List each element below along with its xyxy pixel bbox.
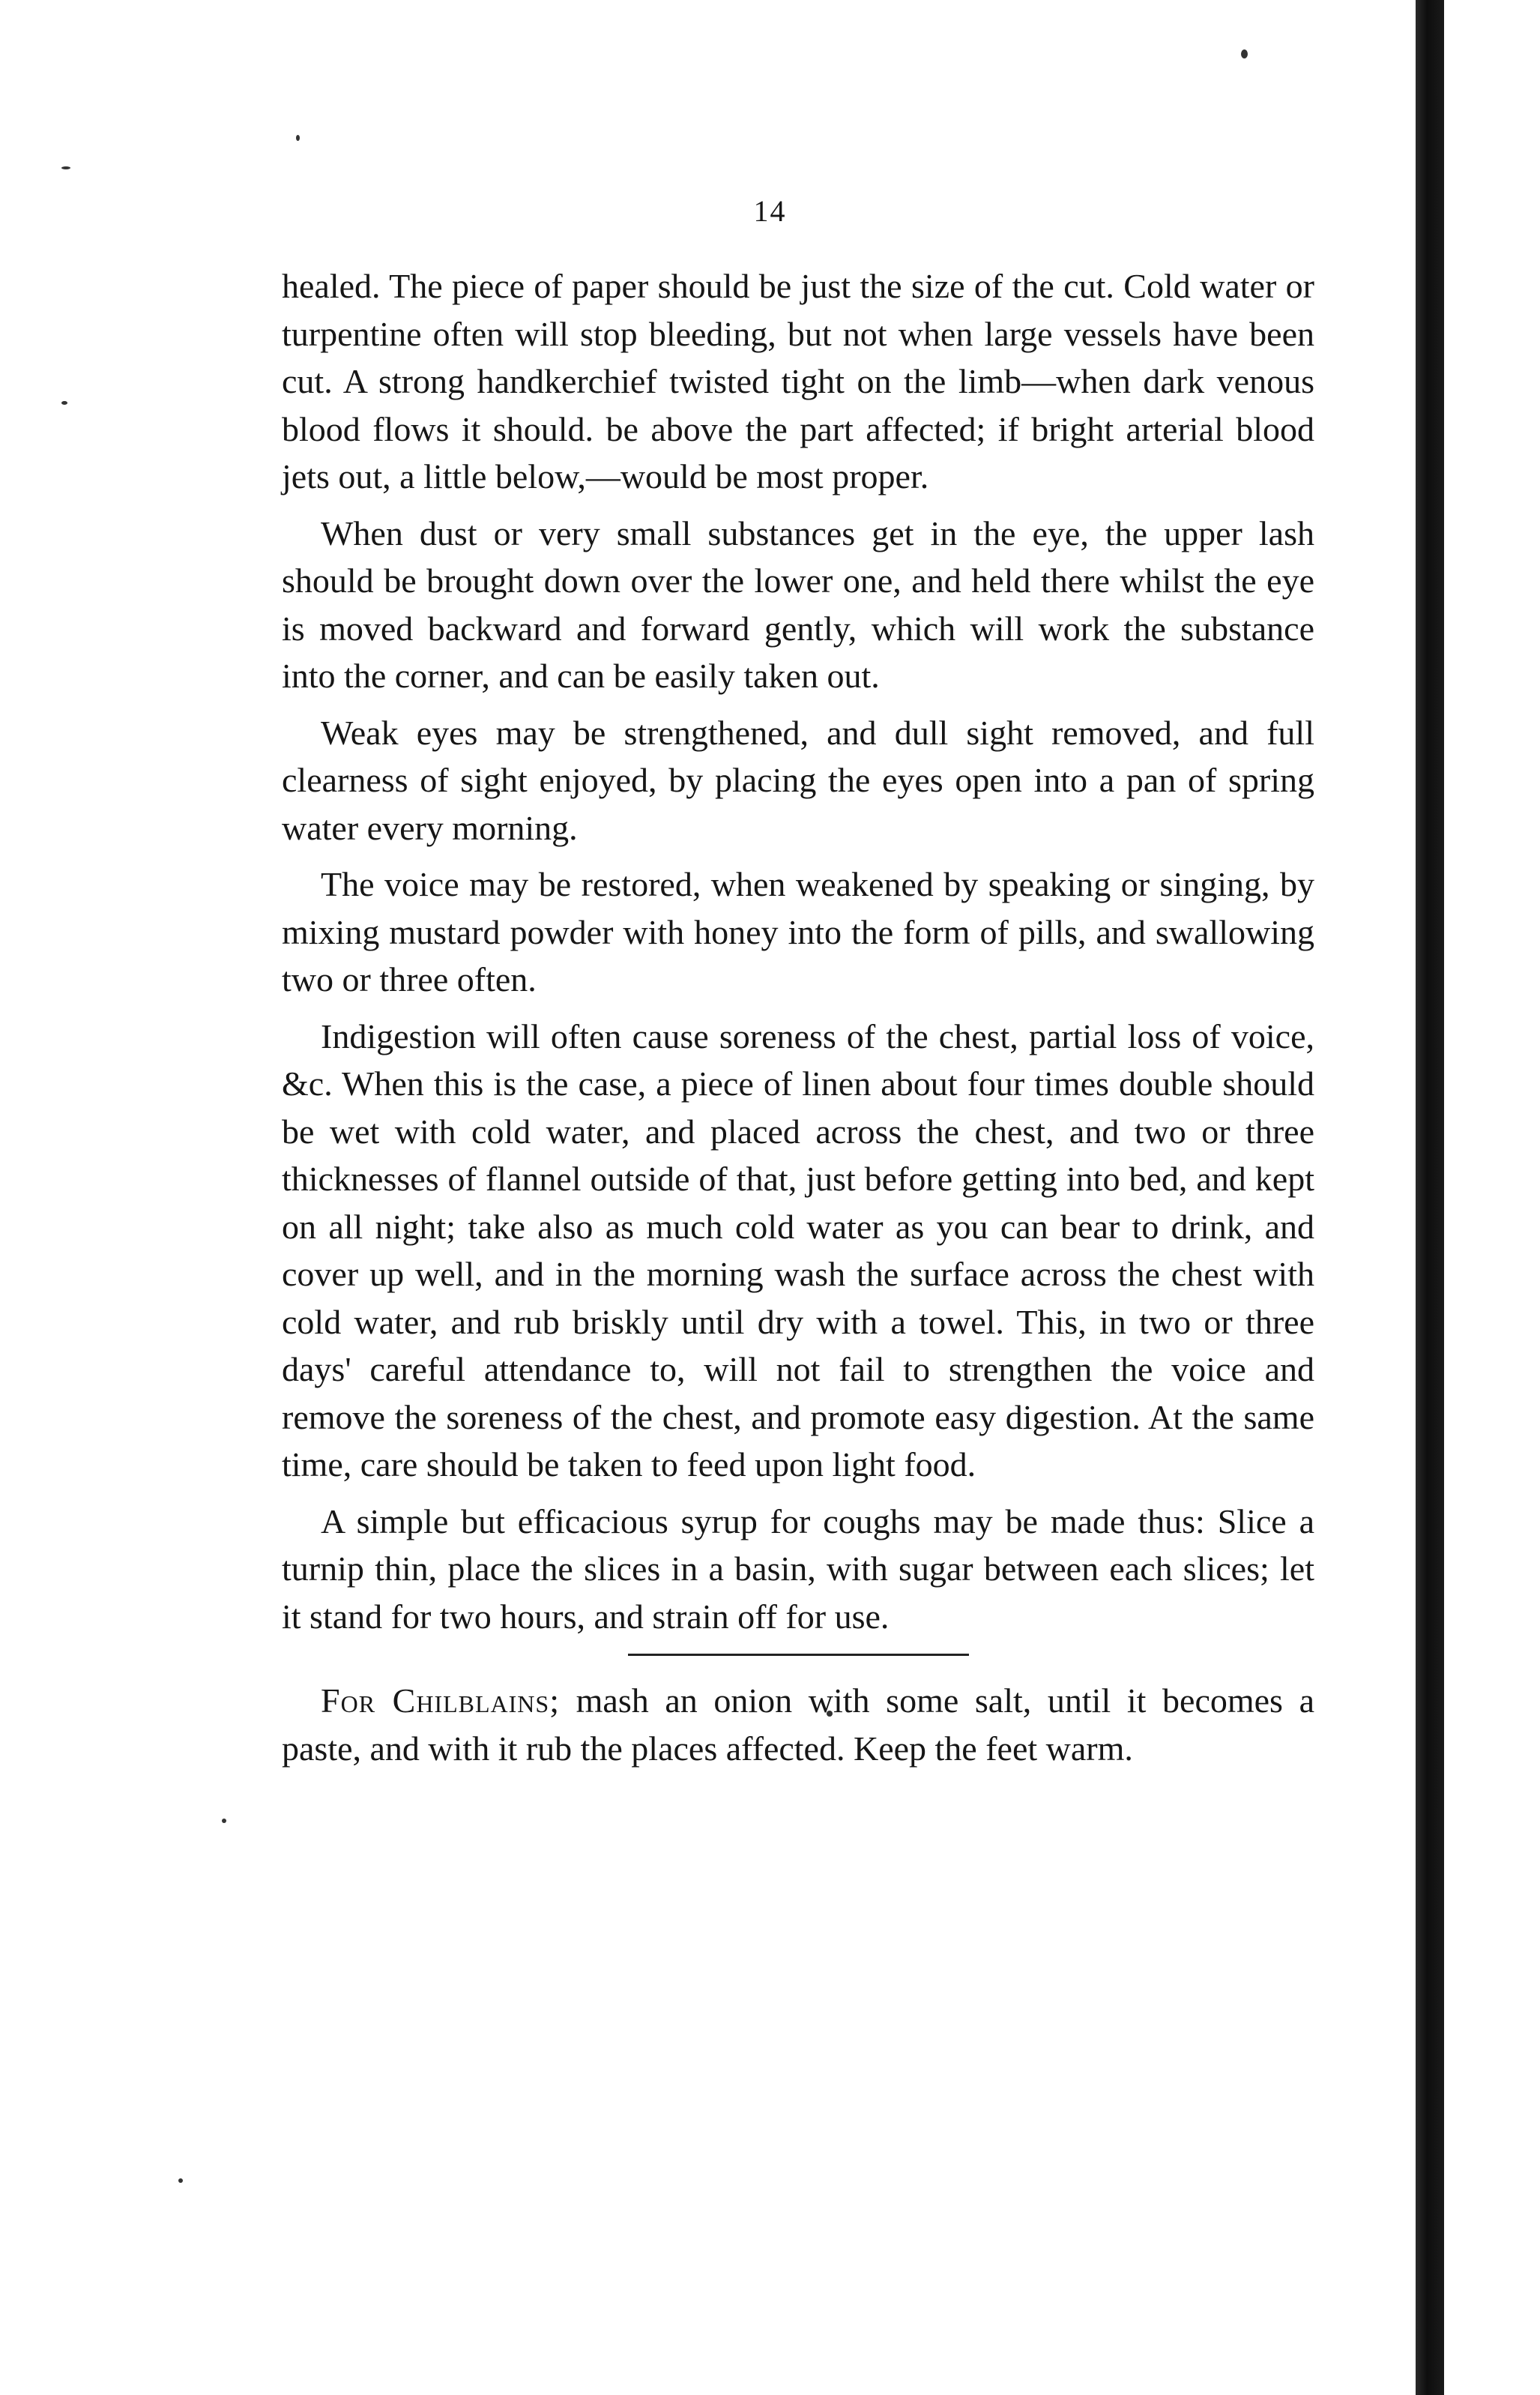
binding-edge-shadow [1416,0,1444,2395]
page-body [282,262,1314,1781]
paragraph-indigestion: Indigestion will often cause soreness of the chest, partial loss of voice, &c. When this is the case, a piece of linen about four times double should be wet with cold water, and placed across the chest, and two or three thicknesses of flannel outside of that, just before getting into bed, and kept on all night; take also as much cold water as you can bear to drink, and cover up well, and in the morning wash the surface across the chest with cold water, and rub briskly until dry with a towel. This, in two or three days' careful attendance to, will not fail to strengthen the voice and remove the soreness of the chest, and promote easy digestion. At the same time, care should be taken to feed upon light food. [282,1016,1314,1483]
scan-speck [222,1819,226,1823]
scan-speck [178,2178,183,2183]
paragraph-weak-eyes: Weak eyes may be strengthened, and dull sight removed, and full clearness of sight enjoyed, by placing the eyes open into a pan of spring water every morning. [282,713,1314,847]
scan-speck [61,401,67,405]
paragraph-eye-dust: When dust or very small substances get in the eye, the upper lash should be brought down over the lower one, and held there whilst the eye is moved backward and forward gently, which will work the substance into the corner, and can be easily taken out. [282,513,1314,695]
paragraph-cough-syrup: A simple but efficacious syrup for coughs may be made thus: Slice a turnip thin, place the slices in a basin, with sugar between each slices; let it stand for two hours, and strain off for use. [282,1501,1314,1636]
scan-speck [61,166,70,169]
chilblains-heading: For Chilblains; [321,1681,560,1720]
paragraph-chilblains [282,1677,1314,1772]
chilblains-text: mash an onion with some salt, until it becomes a paste, and with it rub the places affected. Keep the feet warm. [282,1681,1314,1768]
paragraph-bleeding: healed. The piece of paper should be just the size of the cut. Cold water or turpentine often will stop bleeding, but not when large vessels have been cut. A strong handkerchief twisted tight on the limb—when dark venous blood flows it should. be above the part affected; if bright arterial blood jets out, a little below,—would be most proper. [282,267,1314,495]
section-divider [628,1654,969,1656]
scan-speck [296,135,300,141]
scan-speck [1241,49,1248,58]
page-number: 14 [753,194,787,228]
paragraph-voice: The voice may be restored, when weakened by speaking or singing, by mixing mustard powder with honey into the form of pills, and swallowing two or three often. [282,865,1314,998]
